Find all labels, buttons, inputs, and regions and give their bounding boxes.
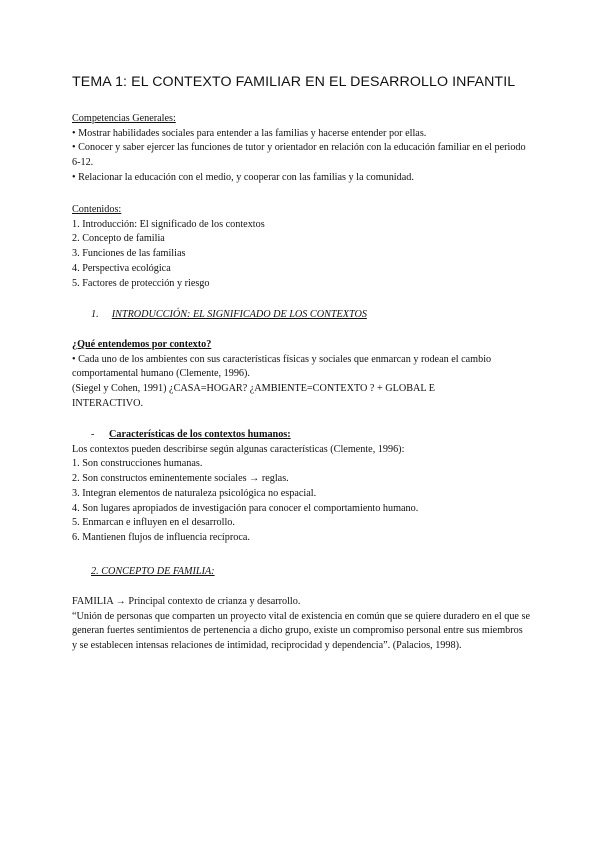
- caracteristicas-title: Características de los contextos humanos:: [109, 429, 291, 440]
- competencias-block: [72, 112, 532, 186]
- section2-body: [72, 595, 532, 654]
- caracteristicas-intro: Los contextos pueden describirse según algunas características (Clemente, 1996):: [72, 443, 405, 455]
- contenido-item: 2. Concepto de familia: [72, 233, 165, 245]
- contenido-item: 4. Perspectiva ecológica: [72, 262, 171, 274]
- list-dash: -: [91, 429, 95, 440]
- competencia-item: • Mostrar habilidades sociales para entender a las familias y hacerse entender por ellas.: [72, 127, 427, 139]
- contenido-item: 1. Introducción: El significado de los contextos: [72, 218, 265, 230]
- competencia-item: • Conocer y saber ejercer las funciones de tutor y orientador en relación con la educación familiar en el periodo 6-12.: [72, 142, 526, 169]
- contenidos-heading: Contenidos:: [72, 204, 122, 215]
- caracteristicas-block: [72, 428, 532, 546]
- caracteristica-item: 4. Son lugares apropiados de investigación para conocer el comportamiento humano.: [72, 502, 419, 514]
- caracteristicas-heading: [72, 428, 532, 443]
- contenido-item: 5. Factores de protección y riesgo: [72, 277, 210, 289]
- section1-title: INTRODUCCIÓN: EL SIGNIFICADO DE LOS CONTEXTOS: [111, 309, 367, 320]
- competencias-heading: Competencias Generales:: [72, 113, 176, 124]
- section1-body: [72, 338, 532, 412]
- contenido-item: 3. Funciones de las familias: [72, 248, 186, 260]
- caracteristica-item: 3. Integran elementos de naturaleza psicológica no espacial.: [72, 487, 317, 499]
- section1-question: ¿Qué entendemos por contexto?: [72, 339, 212, 350]
- competencia-item: • Relacionar la educación con el medio, y cooperar con las familias y la comunidad.: [72, 171, 414, 183]
- contenidos-block: [72, 203, 532, 291]
- document-title: TEMA 1: EL CONTEXTO FAMILIAR EN EL DESARROLLO INFANTIL: [72, 74, 516, 90]
- section1-number: 1.: [91, 309, 99, 320]
- caracteristica-item: 2. Son constructos eminentemente sociales → reglas.: [72, 473, 289, 485]
- familia-definition: FAMILIA → Principal contexto de crianza y desarrollo.: [72, 596, 301, 607]
- section2-heading: 2. CONCEPTO DE FAMILIA:: [91, 566, 215, 577]
- caracteristica-item: 6. Mantienen flujos de influencia recíproca.: [72, 531, 250, 543]
- caracteristica-item: 1. Son construcciones humanas.: [72, 458, 203, 470]
- familia-quote: “Unión de personas que comparten un proyecto vital de existencia en común que se quiere duradero en el que se generan fuertes sentimientos de pertenencia a dicho grupo, existe un compromiso personal entre sus miembros y se establecen intensas relaciones de intimidad, reciprocidad y dependencia”. (Palacios, 1998).: [72, 610, 530, 652]
- caracteristica-item: 5. Enmarcan e influyen en el desarrollo.: [72, 517, 235, 529]
- section1-paragraph2: (Siegel y Cohen, 1991) ¿CASA=HOGAR? ¿AMBIENTE=CONTEXTO ? + GLOBAL E INTERACTIVO.: [72, 383, 435, 409]
- section1-paragraph: • Cada uno de los ambientes con sus características físicas y sociales que enmarcan y rodean el cambio comportamental humano (Clemente, 1996).: [72, 353, 492, 380]
- section1-heading: [91, 308, 367, 323]
